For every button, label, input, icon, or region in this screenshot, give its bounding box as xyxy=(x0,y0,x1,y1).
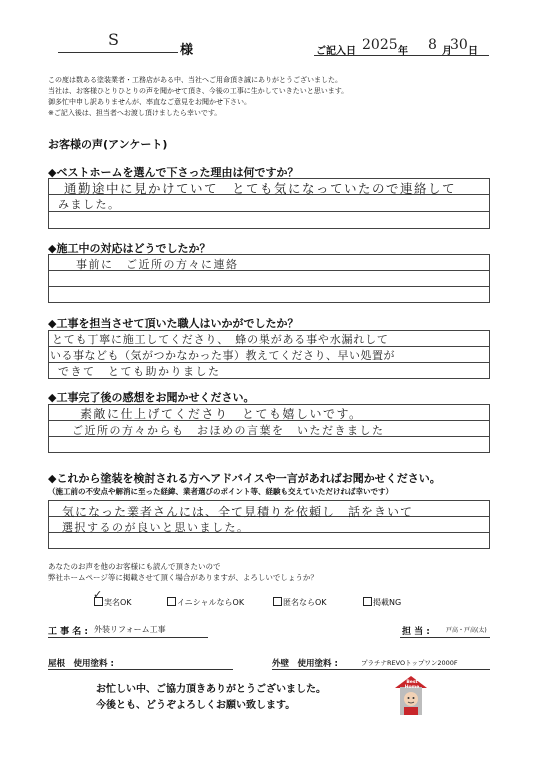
question-title-reason: ◆ベストホームを選んで下さった理由は何ですか？ xyxy=(48,166,299,179)
work-name-value: 外装リフォーム工事 xyxy=(94,625,166,634)
rule-edge xyxy=(489,178,490,228)
question-title-impression: ◆工事完了後の感想をお聞かせください。 xyxy=(48,391,255,404)
date-month: 8 xyxy=(428,37,439,53)
answer-reason-line-2: みました。 xyxy=(58,198,121,211)
rule-line xyxy=(48,548,490,549)
intro-line: この度は数ある塗装業者・工務店がある中、当社へご用命頂き誠にありがとうございました。 xyxy=(48,76,342,84)
answer-advice-line-1: 気になった業者さんには、全て見積りを依頼し 話をきいて xyxy=(62,505,414,519)
consent-text xyxy=(48,561,318,583)
answer-craftsman-line-2: いる事なども（気がつかなかった事）教えてくださり、早い処置が xyxy=(50,349,395,362)
option-label: 匿名ならOK xyxy=(283,598,327,607)
rule-line xyxy=(48,286,490,287)
rule-edge xyxy=(48,254,49,302)
checkbox-anonymous[interactable] xyxy=(273,597,282,606)
answer-response-line-1: 事前に ご近所の方々に連絡 xyxy=(76,258,239,271)
rule-edge xyxy=(489,254,490,302)
roof-paint-underline xyxy=(48,669,233,670)
rule-edge xyxy=(48,330,49,378)
question-title-response: ◆施工中の対応はどうでしたか？ xyxy=(48,242,211,255)
month-unit: 月 xyxy=(442,46,452,57)
day-unit: 日 xyxy=(468,46,478,57)
option-no-publish[interactable] xyxy=(363,597,401,608)
intro-text xyxy=(48,75,348,119)
year-unit: 年 xyxy=(398,46,408,57)
rule-line xyxy=(48,500,490,501)
customer-name-underline xyxy=(58,52,178,53)
question-title-advice: ◆これから塗装を検討される方へアドバイスや一言があればお聞かせください。 xyxy=(48,472,441,485)
intro-line: 御多忙中申し訳ありませんが、率直なご意見をお聞かせ下さい。 xyxy=(48,98,251,106)
consent-line: 弊社ホームページ等に掲載させて頂く場合がありますが、よろしいでしょうか？ xyxy=(48,573,318,582)
consent-line: あなたのお声を他のお客様にも読んで頂きたいので xyxy=(48,562,221,571)
rule-edge xyxy=(489,500,490,548)
date-day: 30 xyxy=(450,37,468,53)
rule-edge xyxy=(48,404,49,452)
checkmark-icon: ✓ xyxy=(93,588,103,601)
option-label: 掲載NG xyxy=(373,598,402,607)
wall-paint-label: 外壁 使用塗料 : xyxy=(272,659,338,669)
sama-label: 様 xyxy=(180,43,194,58)
wall-paint-value: プラチナREVOトップワン2000F xyxy=(361,659,458,667)
customer-name: S xyxy=(108,30,121,49)
intro-line: ※ご記入後は、担当者へお渡し頂けましたら幸いです。 xyxy=(48,109,222,117)
wall-paint-underline xyxy=(272,669,490,670)
option-anonymous[interactable] xyxy=(273,597,327,608)
rule-edge xyxy=(48,178,49,228)
house-mascot-icon xyxy=(392,672,430,718)
rule-line xyxy=(48,302,490,303)
roof-paint-label: 屋根 使用塗料 : xyxy=(48,659,114,669)
question-subtitle-advice: （施工前の不安点や解消に至った経緯、業者選びのポイント等、経験も交えていただければ幸いです） xyxy=(48,487,393,496)
answer-impression-line-1: 素敵に仕上げてくださり とても嬉しいです。 xyxy=(80,407,363,421)
option-label: イニシャルならOK xyxy=(177,598,245,607)
date-underline xyxy=(314,55,489,56)
thank-you-line-1: お忙しい中、ご協力頂きありがとうございました。 xyxy=(96,684,326,695)
answer-craftsman-line-1: とても丁寧に施工してくださり、 蜂の巣がある事や水漏れして xyxy=(52,333,389,346)
rule-edge xyxy=(489,404,490,452)
answer-craftsman-line-3: できて とても助かりました xyxy=(58,365,221,378)
intro-line: 当社は、お客様ひとりひとりの声を聞かせて頂き、今後の工事に生かしていきたいと思います。 xyxy=(48,87,349,95)
rule-line xyxy=(48,254,490,255)
work-name-label: 工 事 名 : xyxy=(48,627,88,637)
rule-line xyxy=(48,228,490,229)
survey-title: お客様の声(アンケート) xyxy=(48,138,168,151)
staff-underline xyxy=(400,637,490,638)
question-title-craftsman: ◆工事を担当させて頂いた職人はいかがでしたか？ xyxy=(48,317,299,330)
staff-value: 戸高・戸高(太) xyxy=(446,627,487,634)
logo-text: Best Home xyxy=(404,680,420,690)
best-home-logo xyxy=(392,672,430,718)
option-label: 実名OK xyxy=(104,598,132,607)
rule-edge xyxy=(48,500,49,548)
option-initial[interactable] xyxy=(167,597,244,608)
answer-impression-line-2: ご近所の方々からも おほめの言葉を いただきました xyxy=(72,424,385,437)
rule-edge xyxy=(489,330,490,378)
work-name-underline xyxy=(48,637,208,638)
checkbox-no-publish[interactable] xyxy=(363,597,372,606)
thank-you-line-2: 今後とも、どうぞよろしくお願い致します。 xyxy=(96,700,296,711)
date-year: 2025 xyxy=(362,37,398,53)
date-label: ご記入日 xyxy=(316,46,356,57)
checkbox-initial[interactable] xyxy=(167,597,176,606)
staff-label: 担 当 : xyxy=(402,627,430,637)
rule-line xyxy=(48,452,490,453)
answer-advice-line-2: 選択するのが良いと思いました。 xyxy=(62,521,250,534)
answer-reason-line-1: 通勤途中に見かけていて とても気になっていたので連絡して xyxy=(64,181,457,196)
